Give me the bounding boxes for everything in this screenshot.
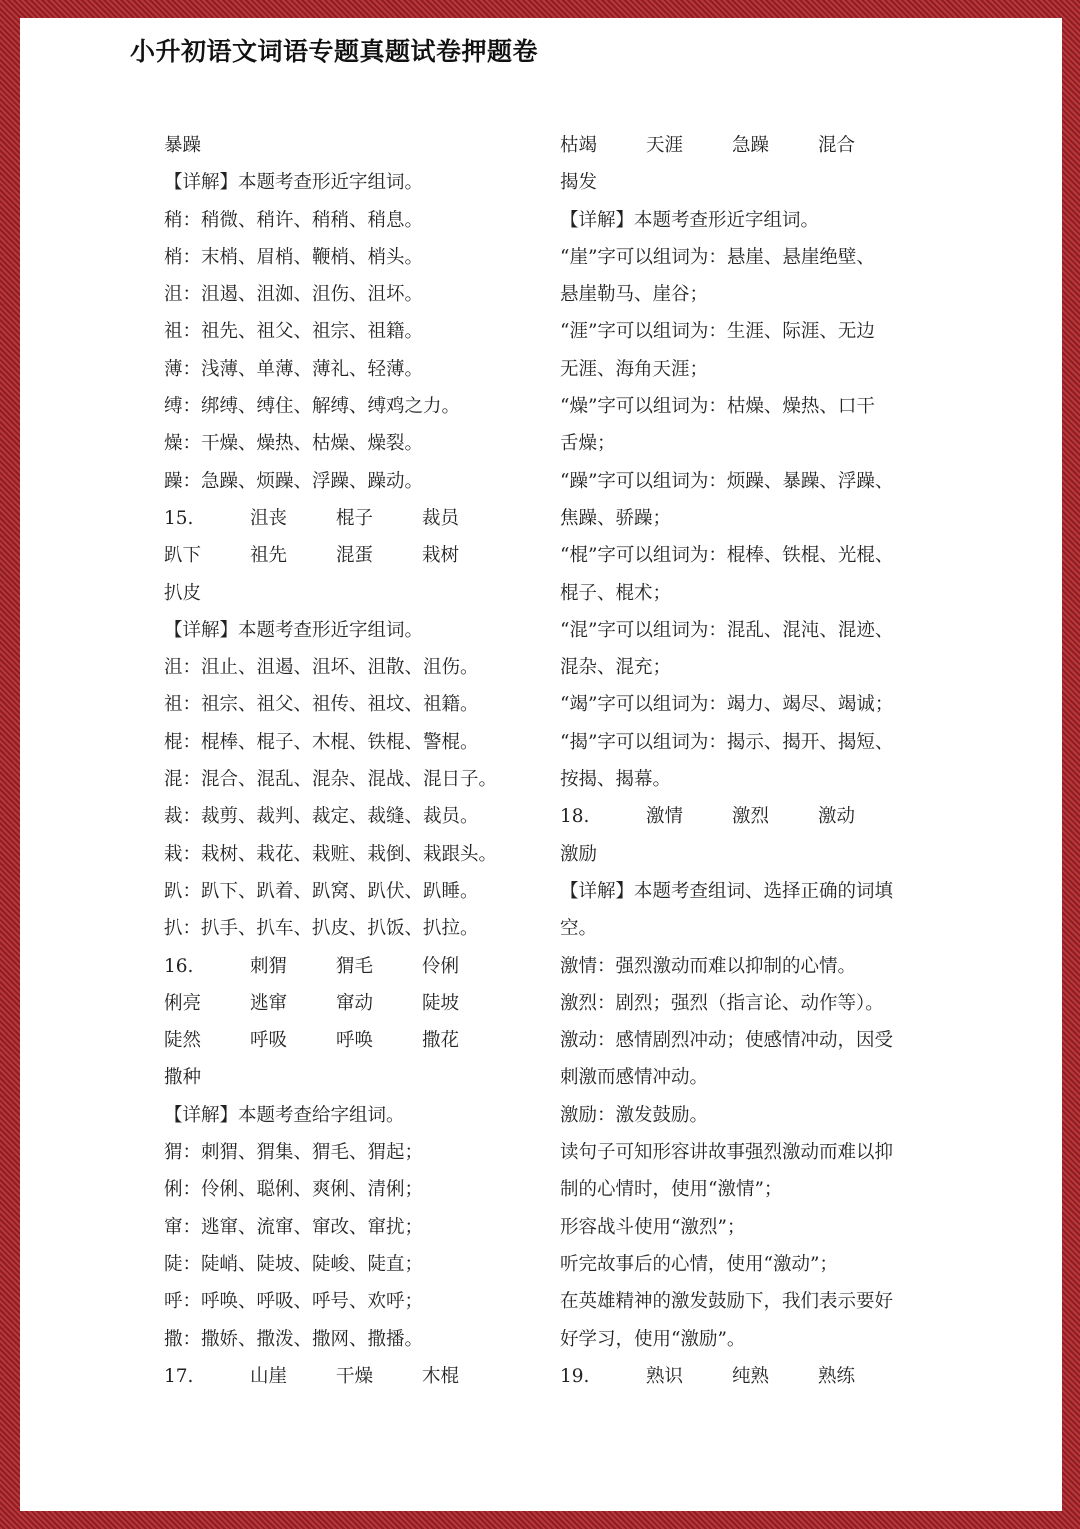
answer-word: 俐亮 (164, 992, 202, 1014)
text-line: 俐：伶俐、聪俐、爽俐、清俐； (164, 1179, 424, 1201)
answer-word: 猬毛 (336, 955, 374, 977)
text-line: “棍”字可以组词为：棍棒、铁棍、光棍、 (560, 545, 894, 567)
answer-word: 陡然 (164, 1030, 202, 1052)
text-line: “涯”字可以组词为：生涯、际涯、无边 (560, 321, 875, 343)
answer-word: 裁员 (422, 507, 460, 529)
text-line: 【详解】本题考查给字组词。 (164, 1104, 405, 1126)
text-line: 在英雄精神的激发鼓励下，我们表示要好 (560, 1291, 894, 1313)
text-line: 栽：栽树、栽花、栽赃、栽倒、栽跟头。 (164, 843, 498, 865)
text-line: 焦躁、骄躁； (560, 507, 672, 529)
text-line: 激烈：剧烈；强烈（指言论、动作等）。 (560, 992, 884, 1014)
answer-word: 熟识 (646, 1365, 684, 1387)
answer-word: 陡坡 (422, 992, 460, 1014)
text-line: 刺激而感情冲动。 (560, 1067, 709, 1089)
text-line: 混：混合、混乱、混杂、混战、混日子。 (164, 769, 498, 791)
answer-word: 激动 (818, 806, 856, 828)
answer-word: 激情 (646, 806, 684, 828)
answer-word: 伶俐 (422, 955, 460, 977)
answer-word: 混合 (818, 135, 856, 156)
text-line (560, 1358, 920, 1395)
text-line: 躁：急躁、烦躁、浮躁、躁动。 (164, 470, 424, 492)
text-line: 混杂、混充； (560, 657, 672, 679)
text-line: “燥”字可以组词为：枯燥、燥热、口干 (560, 396, 875, 418)
answer-word: 呼吸 (250, 1030, 288, 1052)
text-line (164, 537, 524, 574)
text-line: 棍子、棍术； (560, 582, 672, 604)
text-line: 【详解】本题考查形近字组词。 (164, 172, 424, 194)
answer-word: 天涯 (646, 135, 684, 156)
text-line: 猬：刺猬、猬集、猬毛、猬起； (164, 1142, 424, 1164)
answer-word: 祖先 (250, 545, 288, 567)
text-line: 【详解】本题考查形近字组词。 (560, 209, 820, 231)
text-line (164, 985, 524, 1022)
text-line (560, 127, 920, 164)
question-number: 15. (164, 507, 194, 529)
text-line: 窜：逃窜、流窜、窜改、窜扰； (164, 1216, 424, 1238)
answer-word: 山崖 (250, 1365, 288, 1387)
text-line: 激动：感情剧烈冲动；使感情冲动，因受 (560, 1030, 894, 1052)
answer-word: 窜动 (336, 992, 374, 1014)
text-line: 无涯、海角天涯； (560, 358, 709, 380)
text-line: 激励 (560, 843, 598, 865)
text-line: 裁：裁剪、裁判、裁定、裁缝、裁员。 (164, 806, 479, 828)
text-line: 趴：趴下、趴着、趴窝、趴伏、趴睡。 (164, 880, 479, 902)
answer-word: 沮丧 (250, 507, 288, 529)
text-line: 按揭、揭幕。 (560, 769, 672, 791)
document-title: 小升初语文词语专题真题试卷押题卷 (130, 37, 539, 66)
answer-word: 逃窜 (250, 992, 288, 1014)
text-line: 薄：浅薄、单薄、薄礼、轻薄。 (164, 358, 424, 380)
text-line: 读句子可知形容讲故事强烈激动而难以抑 (560, 1142, 894, 1164)
text-line: 沮：沮止、沮遏、沮坏、沮散、沮伤。 (164, 657, 479, 679)
text-line: 沮：沮遏、沮洳、沮伤、沮坏。 (164, 284, 424, 306)
text-line (164, 948, 524, 985)
text-line: 扒：扒手、扒车、扒皮、扒饭、扒拉。 (164, 918, 479, 940)
answer-word: 混蛋 (336, 545, 374, 567)
text-line: 扒皮 (164, 582, 202, 604)
text-line: 好学习，使用“激励”。 (560, 1328, 746, 1350)
answer-word: 熟练 (818, 1365, 856, 1387)
text-line: 空。 (560, 918, 598, 940)
question-number: 18. (560, 806, 590, 828)
answer-word: 干燥 (336, 1365, 374, 1387)
text-line: “躁”字可以组词为：烦躁、暴躁、浮躁、 (560, 470, 894, 492)
text-line: 暴躁 (164, 135, 202, 156)
text-line: 缚：绑缚、缚住、解缚、缚鸡之力。 (164, 396, 461, 418)
answer-word: 木棍 (422, 1365, 460, 1387)
text-line: 撒种 (164, 1067, 202, 1089)
left-column (164, 127, 524, 1395)
document-page (20, 18, 1062, 1511)
text-line: 悬崖勒马、崖谷； (560, 284, 709, 306)
question-number: 16. (164, 955, 194, 977)
answer-word: 棍子 (336, 507, 374, 529)
text-line: 激励：激发鼓励。 (560, 1104, 709, 1126)
text-line: 棍：棍棒、棍子、木棍、铁棍、警棍。 (164, 731, 479, 753)
text-line: 激情：强烈激动而难以抑制的心情。 (560, 955, 857, 977)
text-line: 形容战斗使用“激烈”； (560, 1216, 746, 1238)
text-line: 【详解】本题考查组词、选择正确的词填 (560, 880, 894, 902)
text-line: 呼：呼唤、呼吸、呼号、欢呼； (164, 1291, 424, 1313)
text-line: 揭发 (560, 172, 598, 194)
answer-word: 呼唤 (336, 1030, 374, 1052)
answer-word: 枯竭 (560, 135, 598, 156)
text-line: 燥：干燥、燥热、枯燥、燥裂。 (164, 433, 424, 455)
text-line: “混”字可以组词为：混乱、混沌、混迹、 (560, 619, 894, 641)
right-column (560, 127, 920, 1395)
answer-word: 趴下 (164, 545, 202, 567)
answer-word: 刺猬 (250, 955, 288, 977)
text-line: 祖：祖先、祖父、祖宗、祖籍。 (164, 321, 424, 343)
answer-word: 急躁 (732, 135, 770, 156)
answer-word: 激烈 (732, 806, 770, 828)
text-line: “揭”字可以组词为：揭示、揭开、揭短、 (560, 731, 894, 753)
text-line: “竭”字可以组词为：竭力、竭尽、竭诚； (560, 694, 894, 716)
text-line (164, 1022, 524, 1059)
text-line: 稍：稍微、稍许、稍稍、稍息。 (164, 209, 424, 231)
text-line: 撒：撒娇、撒泼、撒网、撒播。 (164, 1328, 424, 1350)
text-line (560, 798, 920, 835)
text-line: 舌燥； (560, 433, 616, 455)
answer-word: 撒花 (422, 1030, 460, 1052)
text-line: 梢：末梢、眉梢、鞭梢、梢头。 (164, 246, 424, 268)
text-line: 祖：祖宗、祖父、祖传、祖坟、祖籍。 (164, 694, 479, 716)
text-line: 【详解】本题考查形近字组词。 (164, 619, 424, 641)
text-line: 听完故事后的心情，使用“激动”； (560, 1253, 838, 1275)
text-line: “崖”字可以组词为：悬崖、悬崖绝壁、 (560, 246, 875, 268)
answer-word: 栽树 (422, 545, 460, 567)
question-number: 17. (164, 1365, 194, 1387)
question-number: 19. (560, 1365, 590, 1387)
text-line: 制的心情时，使用“激情”； (560, 1179, 783, 1201)
text-line (164, 500, 524, 537)
text-line: 陡：陡峭、陡坡、陡峻、陡直； (164, 1253, 424, 1275)
answer-word: 纯熟 (732, 1365, 770, 1387)
text-line (164, 1358, 524, 1395)
